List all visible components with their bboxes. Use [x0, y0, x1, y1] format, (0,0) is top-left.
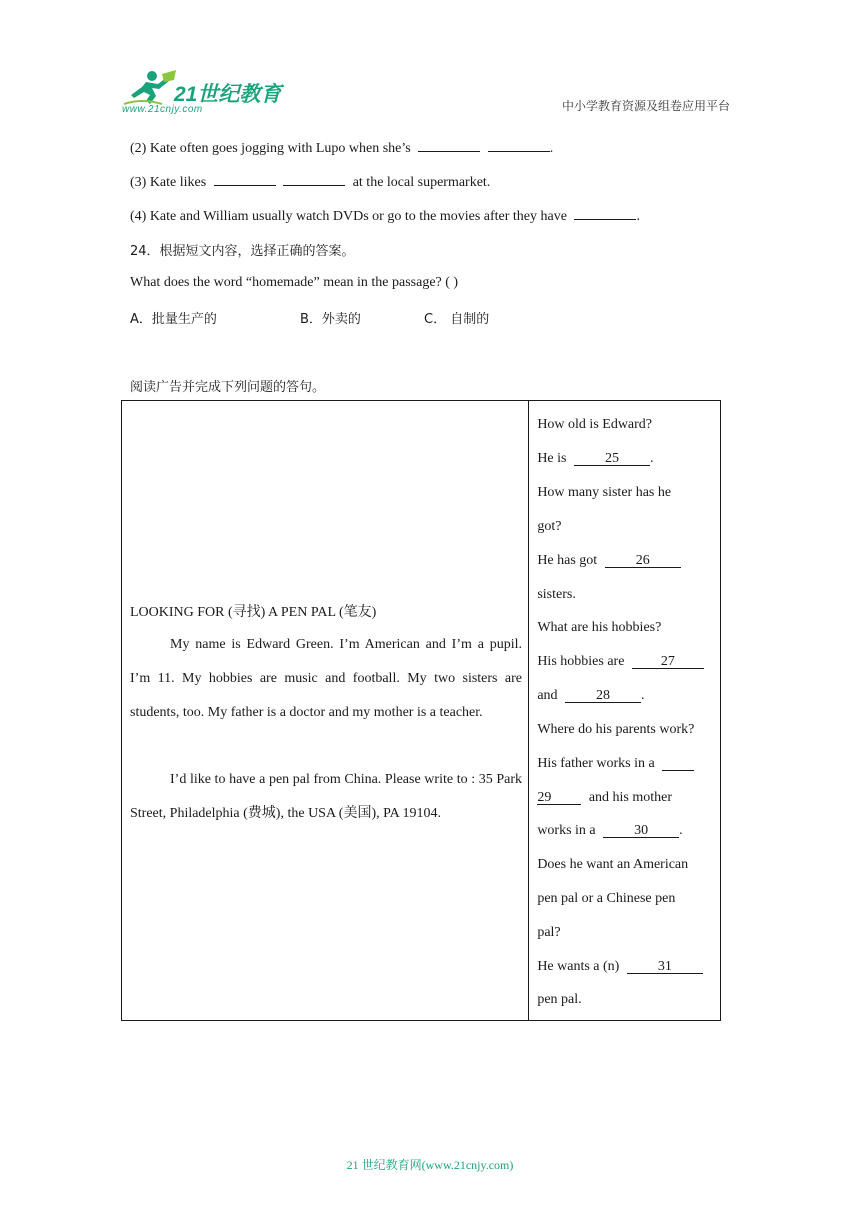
question-line: pen pal or a Chinese pen: [537, 891, 676, 906]
q4-text: (4) Kate and William usually watch DVDs or go to the movies after they have: [130, 209, 567, 224]
ad-title: LOOKING FOR (寻找) A PEN PAL (笔友): [130, 605, 377, 620]
answer-blank: [662, 757, 694, 771]
question-line: Does he want an American: [537, 857, 689, 872]
questions-cell: [529, 401, 721, 1021]
answer-blank: 29: [537, 791, 581, 805]
answer-blank: 28: [565, 689, 641, 703]
header-platform-text: 中小学教育资源及组卷应用平台: [561, 99, 730, 113]
answer-line: and 28 .: [537, 688, 645, 703]
answer-blank: 31: [627, 960, 703, 974]
answer-line: He has got 26: [537, 553, 680, 569]
answer-line: sisters.: [537, 587, 576, 602]
footer-text: 21 世纪教育网(www.21cnjy.com): [346, 1158, 514, 1172]
answer-blank: [283, 173, 345, 186]
option-b: B．外卖的: [300, 312, 361, 327]
answer-blank: 27: [632, 655, 704, 669]
q2-end: .: [549, 141, 554, 156]
question-line: Where do his parents work?: [537, 722, 695, 737]
question-line: How many sister has he: [537, 485, 672, 500]
answer-line: He is 25 .: [537, 451, 654, 466]
answer-line: His hobbies are 27: [537, 654, 704, 670]
answer-line: pen pal.: [537, 992, 582, 1007]
reading-instruction: 阅读广告并完成下列问题的答句。: [130, 380, 326, 395]
question-2: [130, 139, 553, 157]
question-24-stem: What does the word “homemade” mean in the passage? ( ): [130, 275, 459, 290]
answer-blank: [418, 139, 480, 152]
ad-table: [121, 400, 721, 1021]
logo-url: www.21cnjy.com: [122, 104, 203, 115]
ad-cell: [122, 401, 529, 1021]
q3-end: at the local supermarket.: [352, 175, 491, 190]
answer-blank: [214, 173, 276, 186]
question-line: What are his hobbies?: [537, 620, 662, 635]
option-c: C． 自制的: [424, 312, 490, 327]
answer-line: He wants a (n) 31: [537, 959, 703, 975]
q3-text: (3) Kate likes: [130, 175, 207, 190]
question-line: How old is Edward?: [537, 417, 653, 432]
question-3: [130, 173, 490, 191]
answer-line: works in a 30 .: [537, 823, 683, 838]
ad-paragraph-1: My name is Edward Green. I’m American and I’m a pupil. I’m 11. My hobbies are music and football. My two sisters are students, too. My father is a doctor and my mother is a teacher.: [130, 637, 522, 720]
option-a: A．批量生产的: [130, 312, 217, 327]
question-4: [130, 207, 640, 225]
answer-blank: 30: [603, 824, 679, 838]
question-24-heading: 24．根据短文内容，选择正确的答案。: [130, 244, 355, 259]
question-line: got?: [537, 519, 562, 534]
answer-line: His father works in a: [537, 756, 694, 772]
q2-text: (2) Kate often goes jogging with Lupo when she’s: [130, 141, 411, 156]
answer-blank: [574, 207, 636, 220]
answer-line: 29 and his mother: [537, 790, 673, 805]
answer-blank: 26: [605, 554, 681, 568]
answer-blank: [488, 139, 550, 152]
answer-blank: 25: [574, 452, 650, 466]
logo: [122, 66, 292, 116]
ad-paragraph-2: I’d like to have a pen pal from China. Please write to : 35 Park Street, Philadelphia (费城), the USA (美国), PA 19104.: [130, 772, 522, 821]
question-line: pal?: [537, 925, 561, 940]
logo-title: 21世纪教育: [174, 83, 282, 106]
q4-end: .: [636, 209, 640, 224]
